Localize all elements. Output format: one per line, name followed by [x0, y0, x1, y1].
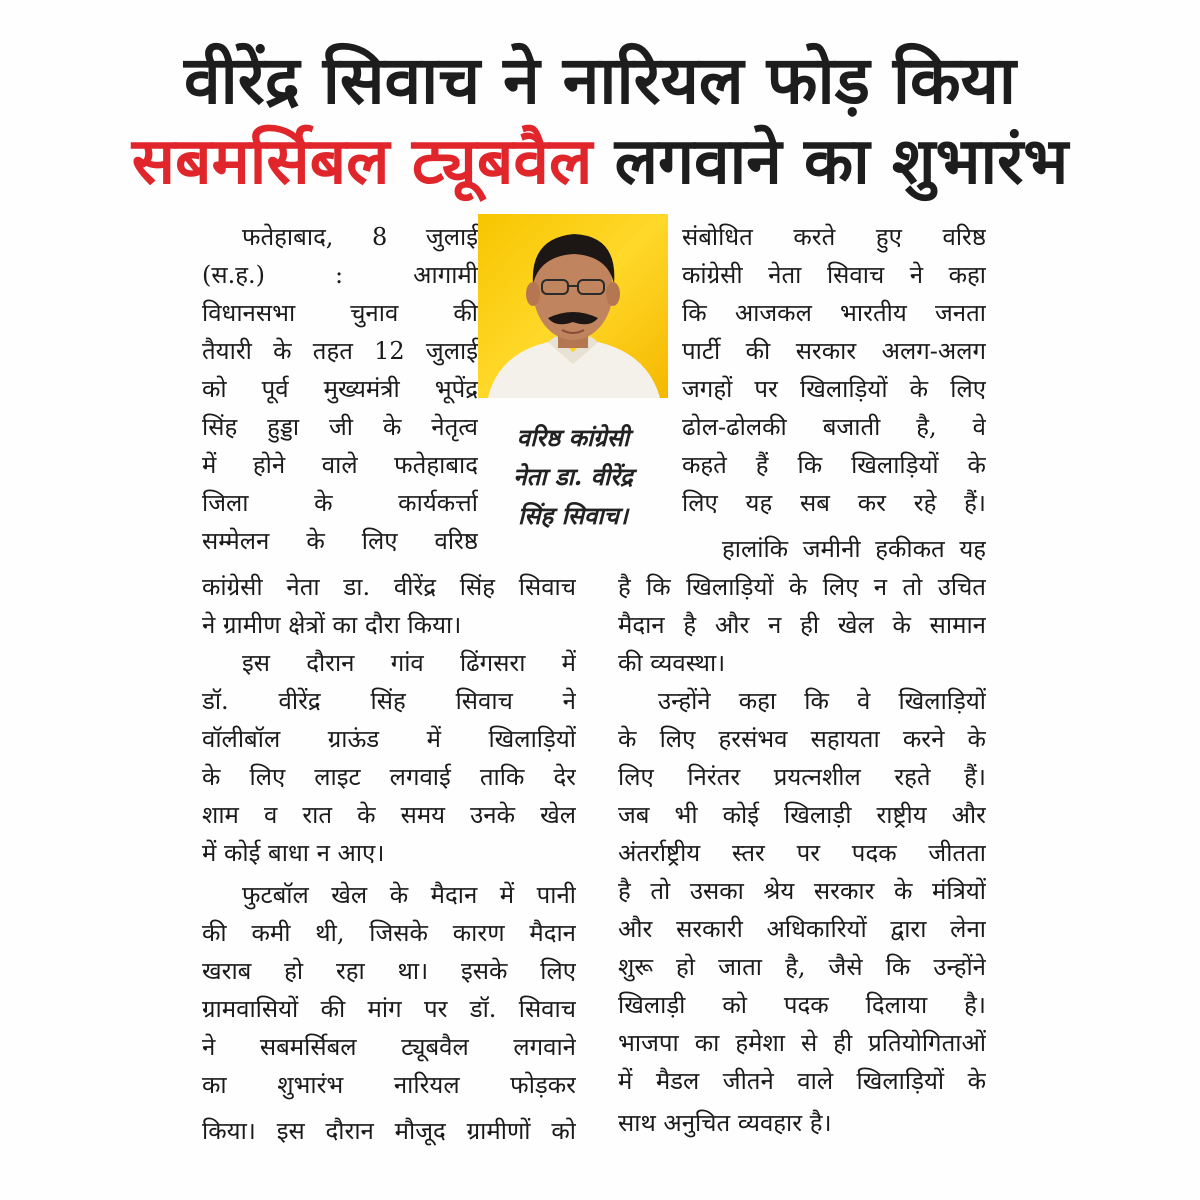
article-line: फतेहाबाद, 8 जुलाई — [242, 223, 478, 251]
article-line: खराब हो रहा था। इसके लिए — [202, 957, 576, 985]
article-line: विधानसभा चुनाव की — [202, 299, 478, 327]
article-line: इस दौरान गांव ढिंगसरा में — [242, 649, 576, 677]
article-line: और सरकारी अधिकारियों द्वारा लेना — [618, 915, 986, 943]
article-line: मैदान है और न ही खेल के सामान — [618, 611, 986, 639]
article-line: फुटबॉल खेल के मैदान में पानी — [242, 881, 576, 909]
article-line: का शुभारंभ नारियल फोड़कर — [202, 1071, 576, 1099]
article-line: है तो उसका श्रेय सरकार के मंत्रियों — [618, 877, 986, 905]
article-line: जिला के कार्यकर्त्ता — [202, 489, 478, 517]
article-line: सम्मेलन के लिए वरिष्ठ — [202, 527, 478, 555]
article-line: की व्यवस्था। — [618, 649, 726, 677]
article-line: जब भी कोई खिलाड़ी राष्ट्रीय और — [618, 801, 986, 829]
portrait-illustration — [478, 214, 668, 398]
article-line: कांग्रेसी नेता डा. वीरेंद्र सिंह सिवाच — [202, 573, 576, 601]
article-line: है कि खिलाड़ियों के लिए न तो उचित — [618, 573, 986, 601]
article-line: डॉ. वीरेंद्र सिंह सिवाच ने — [202, 687, 576, 715]
article-line: जगहों पर खिलाड़ियों के लिए — [682, 375, 986, 403]
article-line: संबोधित करते हुए वरिष्ठ — [682, 223, 986, 251]
article-line: की कमी थी, जिसके कारण मैदान — [202, 919, 576, 947]
headline-black-part: लगवाने का शुभारंभ — [592, 125, 1069, 199]
article-line: शाम व रात के समय उनके खेल — [202, 801, 576, 829]
article-line: के लिए हरसंभव सहायता करने के — [618, 725, 986, 753]
caption-line: सिंह सिवाच। — [518, 501, 628, 530]
leader-photo — [478, 214, 668, 398]
article-line: ने सबमर्सिबल ट्यूबवैल लगवाने — [202, 1033, 576, 1061]
article-line: ग्रामवासियों की मांग पर डॉ. सिवाच — [202, 995, 576, 1023]
article-line: ने ग्रामीण क्षेत्रों का दौरा किया। — [202, 611, 462, 639]
article-line: किया। इस दौरान मौजूद ग्रामीणों को — [202, 1117, 576, 1145]
article-line: ढोल-ढोलकी बजाती है, वे — [682, 413, 986, 441]
article-line: कहते हैं कि खिलाड़ियों के — [682, 451, 986, 479]
headline-red-part: सबमर्सिबल ट्यूबवैल — [131, 125, 593, 199]
photo-caption — [484, 418, 662, 535]
headline-line-2 — [0, 125, 1200, 199]
article-line: हालांकि जमीनी हकीकत यह — [722, 535, 986, 563]
article-line: खिलाड़ी को पदक दिलाया है। — [618, 991, 986, 1019]
article-line: को पूर्व मुख्यमंत्री भूपेंद्र — [202, 375, 478, 403]
article-line: शुरू हो जाता है, जैसे कि उन्होंने — [618, 953, 986, 981]
article-line: लिए यह सब कर रहे हैं। — [682, 489, 986, 517]
article-line: वॉलीबॉल ग्राऊंड में खिलाड़ियों — [202, 725, 576, 753]
article-line: उन्होंने कहा कि वे खिलाड़ियों — [658, 687, 986, 715]
article-line: में कोई बाधा न आए। — [202, 839, 385, 867]
article-line: लिए निरंतर प्रयत्नशील रहते हैं। — [618, 763, 986, 791]
article-line: (स.ह.) : आगामी — [202, 261, 478, 289]
article-line: के लिए लाइट लगवाई ताकि देर — [202, 763, 576, 791]
caption-line: नेता डा. वीरेंद्र — [513, 462, 633, 491]
article-line: भाजपा का हमेशा से ही प्रतियोगिताओं — [618, 1029, 986, 1057]
headline-line-1: वीरेंद्र सिवाच ने नारियल फोड़ किया — [183, 42, 1017, 119]
article-line: अंतर्राष्ट्रीय स्तर पर पदक जीतता — [618, 839, 986, 867]
caption-line: वरिष्ठ कांग्रेसी — [516, 423, 630, 452]
article-line: सिंह हुड्डा जी के नेतृत्व — [202, 413, 478, 441]
article-line: में होने वाले फतेहाबाद — [202, 451, 478, 479]
article-line: तैयारी के तहत 12 जुलाई — [202, 337, 478, 365]
article-line: कि आजकल भारतीय जनता — [682, 299, 986, 327]
article-line: साथ अनुचित व्यवहार है। — [618, 1109, 832, 1137]
article-line: में मैडल जीतने वाले खिलाड़ियों के — [618, 1067, 986, 1095]
article-line: कांग्रेसी नेता सिवाच ने कहा — [682, 261, 986, 289]
article-line: पार्टी की सरकार अलग-अलग — [682, 337, 986, 365]
